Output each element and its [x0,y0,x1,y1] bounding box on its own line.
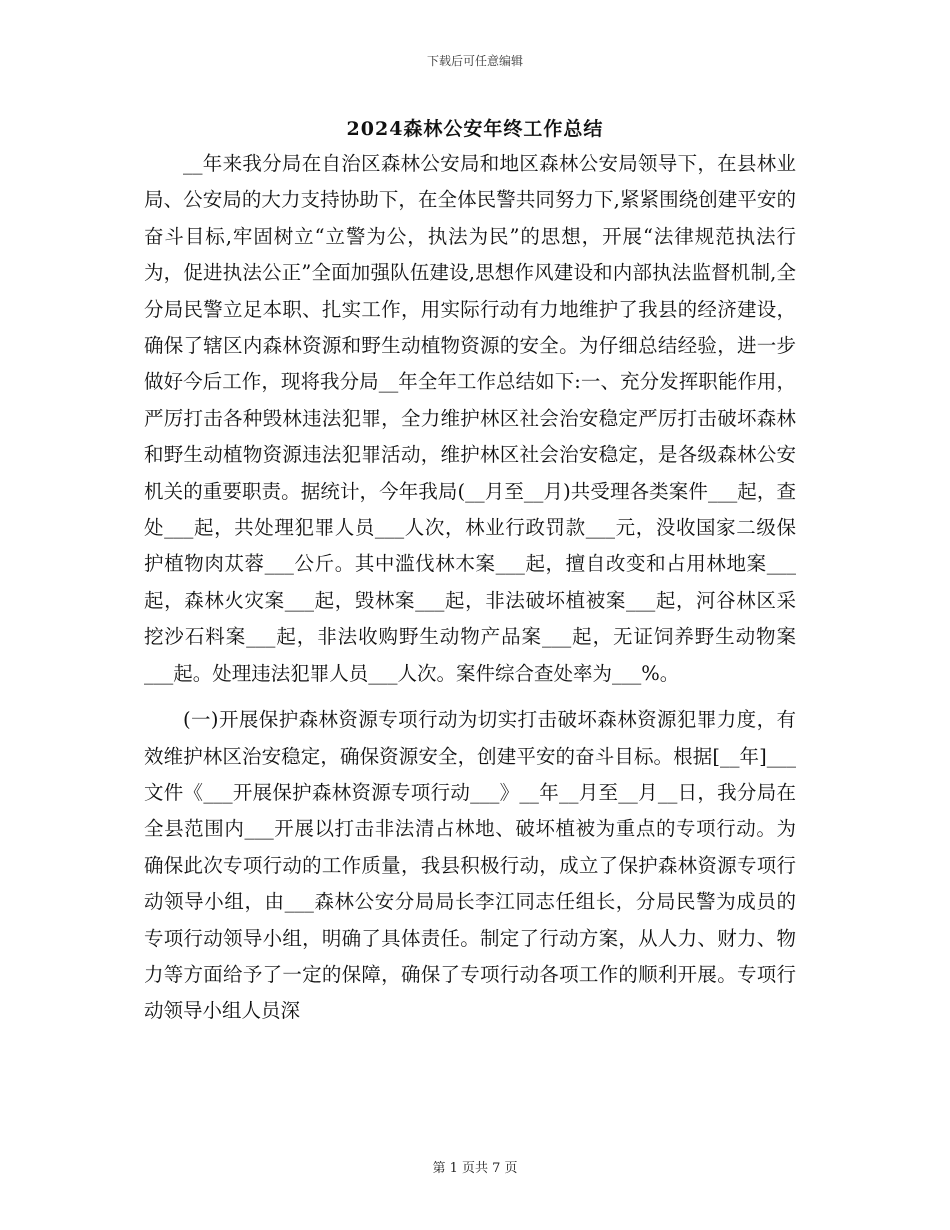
header-note: 下载后可任意编辑 [426,54,523,68]
page-number: 第 1 页共 7 页 [432,1161,518,1176]
body-paragraph-1: __年来我分局在自治区森林公安局和地区森林公安局领导下，在县林业局、公安局的大力支持协助下，在全体民警共同努力下,紧紧围绕创建平安的奋斗目标,牢固树立“立警为公，执法为民”的思想，开展“法律规范执法行为，促进执法公正”全面加强队伍建设,思想作风建设和内部执法监督机制,全分局民警立足本职、扎实工作，用实际行动有力地维护了我县的经济建设，确保了辖区内森林资源和野生动植物资源的安全。为仔细总结经验，进一步做好今后工作，现将我分局__年全年工作总结如下:一、充分发挥职能作用，严厉打击各种毁林违法犯罪，全力维护林区社会治安稳定严厉打击破坏森林和野生动植物资源违法犯罪活动，维护林区社会治安稳定，是各级森林公安机关的重要职责。据统计，今年我局(__月至__月)共受理各类案件___起，查处___起，共处理犯罪人员___人次，林业行政罚款___元，没收国家二级保护植物肉苁蓉___公斤。其中滥伐林木案___起，擅自改变和占用林地案___起，森林火灾案___起，毁林案___起，非法破坏植被案___起，河谷林区采挖沙石料案___起，非法收购野生动物产品案___起，无证饲养野生动物案___起。处理违法犯罪人员___人次。案件综合查处率为___%。 [144,152,796,685]
document-body [144,146,796,1030]
body-paragraph-2: (一)开展保护森林资源专项行动为切实打击破坏森林资源犯罪力度，有效维护林区治安稳定，确保资源安全，创建平安的奋斗目标。根据[__年]___文件《___开展保护森林资源专项行动___》__年__月至__月__日，我分局在全县范围内___开展以打击非法清占林地、破坏植被为重点的专项行动。为确保此次专项行动的工作质量，我县积极行动，成立了保护森林资源专项行动领导小组，由___森林公安分局局长李江同志任组长，分局民警为成员的专项行动领导小组，明确了具体责任。制定了行动方案，从人力、财力、物力等方面给予了一定的保障，确保了专项行动各项工作的顺利开展。专项行动领导小组人员深 [144,708,796,1023]
document-title: 2024森林公安年终工作总结 [346,118,604,140]
